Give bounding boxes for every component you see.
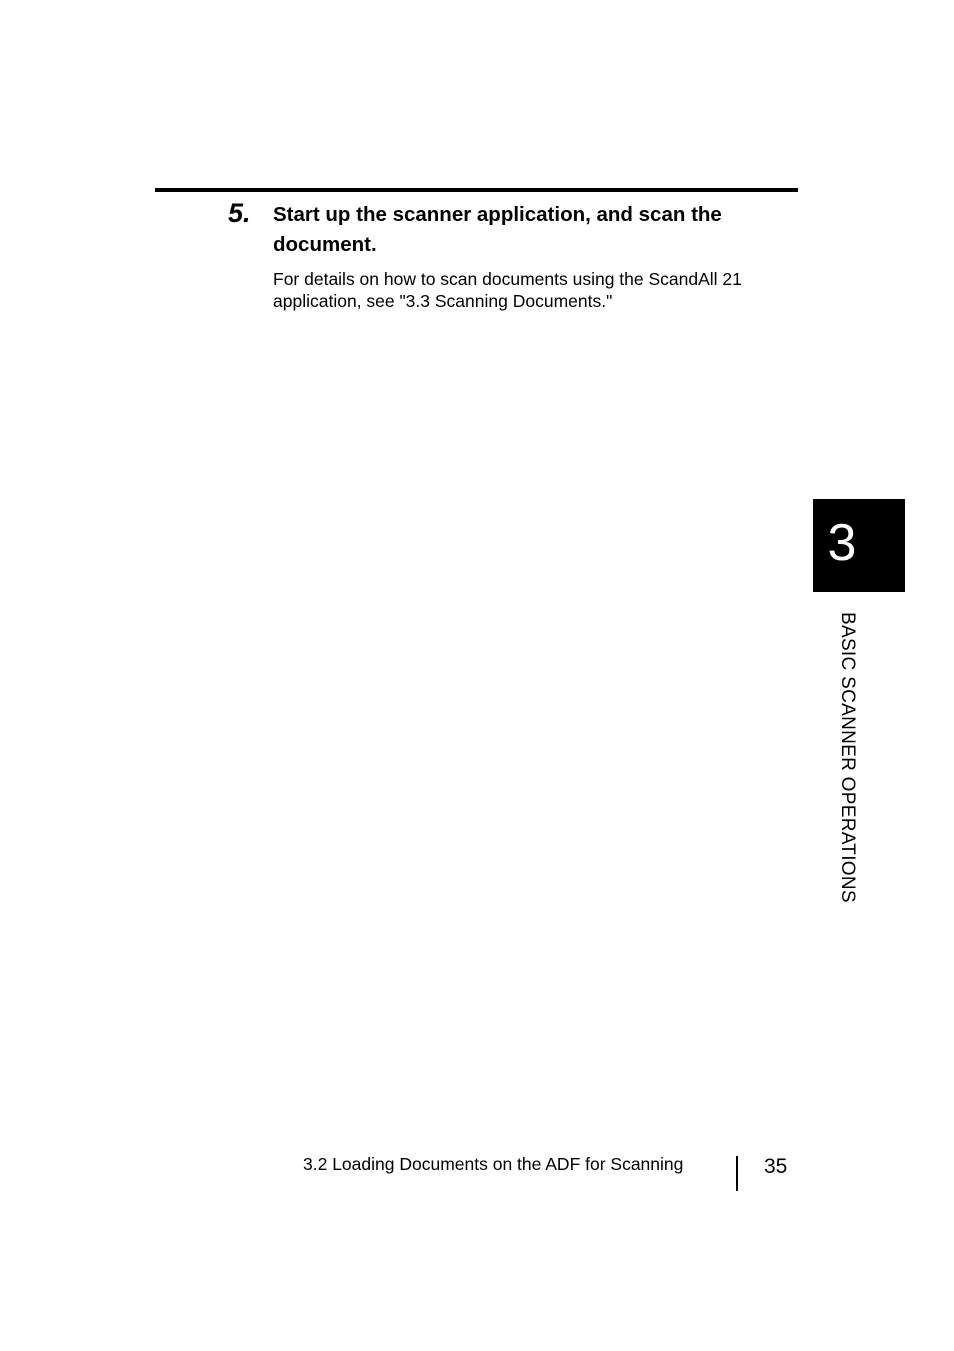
footer-section-title: 3.2 Loading Documents on the ADF for Scanning: [303, 1154, 684, 1174]
step-heading: Start up the scanner application, and scan the document.: [273, 203, 722, 256]
chapter-number: 3: [827, 514, 857, 572]
step-description: For details on how to scan documents using the ScandAll 21 application, see "3.3 Scanning Documents.": [273, 269, 742, 311]
page-number: 35: [764, 1155, 788, 1178]
chapter-tab: [813, 499, 905, 592]
step-number: 5.: [228, 198, 251, 228]
chapter-title: BASIC SCANNER OPERATIONS: [837, 612, 858, 903]
section-top-rule: [155, 188, 798, 192]
footer-divider: [736, 1156, 738, 1191]
